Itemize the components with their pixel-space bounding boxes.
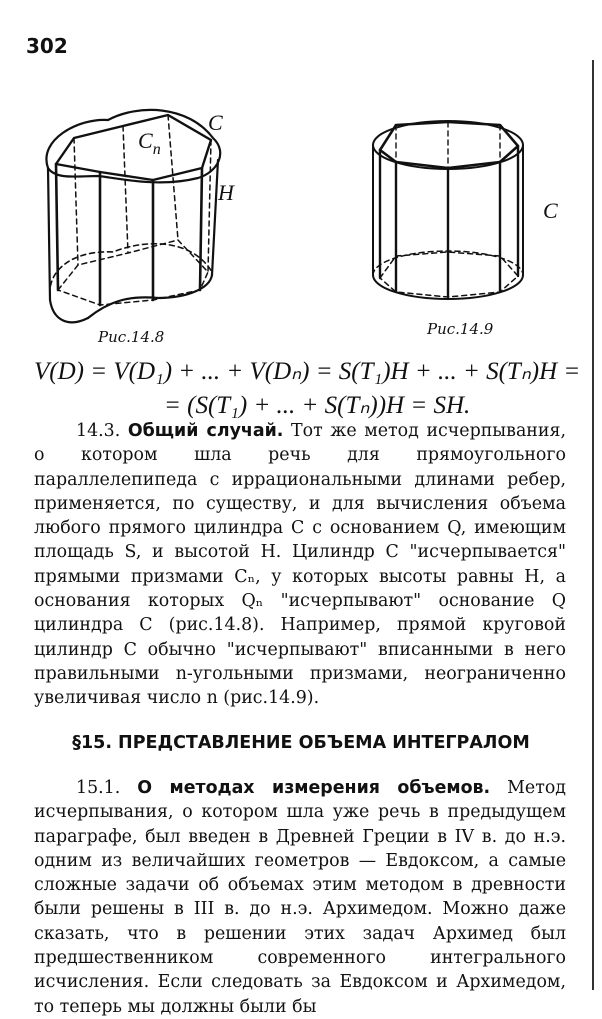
formula-line-2: = (S(T₁) + ... + S(Tₙ))H = SH. [164,392,471,419]
formula-line-1: V(D) = V(D₁) + ... + V(Dₙ) = S(T₁)H + ... + S(Tₙ)H = [34,358,581,385]
section-14-3-number: 14.3. [76,421,121,441]
page-edge-rule [592,60,594,990]
section-14-3-paragraph [34,419,566,711]
figure-14-9-caption: Рис.14.9 [427,320,494,338]
section-14-3-title: Общий случай. [127,421,284,441]
section-14-3-text: Тот же метод исчерпывания, о котором шла речь для прямоугольного параллелепипеда с иррациональными длинами ребер, применяется, по существу, и для вычисления объема любого прямого цилиндра C с основанием Q, имеющим площадь S, и высотой H. Цилиндр C "исчерпывается" прямыми призмами Cₙ, у которых высоты равны H, а основания которых Qₙ "исчерпывают" основание Q цилиндра C (рис.14.8). Например, прямой круговой цилиндр C обычно "исчерпывают" вписанными в него правильными n-угольными призмами, неограниченно увеличивая число n (рис.14.9). [34,421,566,709]
fig1-label-h: H [218,180,234,205]
fig2-label-c: C [543,198,558,223]
section-15-1-paragraph [34,776,566,1019]
figure-14-8-cylinder-with-inscribed-prism [28,90,278,340]
figure-14-9-cylinder-with-octagonal-prism [358,110,578,310]
svg-text:Cn: $C_n$ [138,128,161,158]
fig1-label-cn: C [138,128,153,153]
figure-14-8-caption: Рис.14.8 [98,328,165,346]
page-number: 302 [26,34,68,58]
fig1-label-c: C [208,110,223,135]
section-15-1-text: Метод исчерпывания, о котором шла уже речь в предыдущем параграфе, был введен в Древней Греции в IV в. до н.э. одним из величайших геометров — Евдоксом, а самые сложные задачи об объемах этим методом в древности были решены в III в. до н.э. Архимедом. Можно даже сказать, что в решении этих задач Архимед был предшественником современного интегрального исчисления. Если следовать за Евдоксом и Архимедом, то теперь мы должны были бы [34,778,567,1017]
section-15-heading: §15. ПРЕДСТАВЛЕНИЕ ОБЪЕМА ИНТЕГРАЛОМ [72,733,530,753]
section-15-1-number: 15.1. [76,778,121,798]
section-15-1-title: О методах измерения объемов. [137,778,491,798]
